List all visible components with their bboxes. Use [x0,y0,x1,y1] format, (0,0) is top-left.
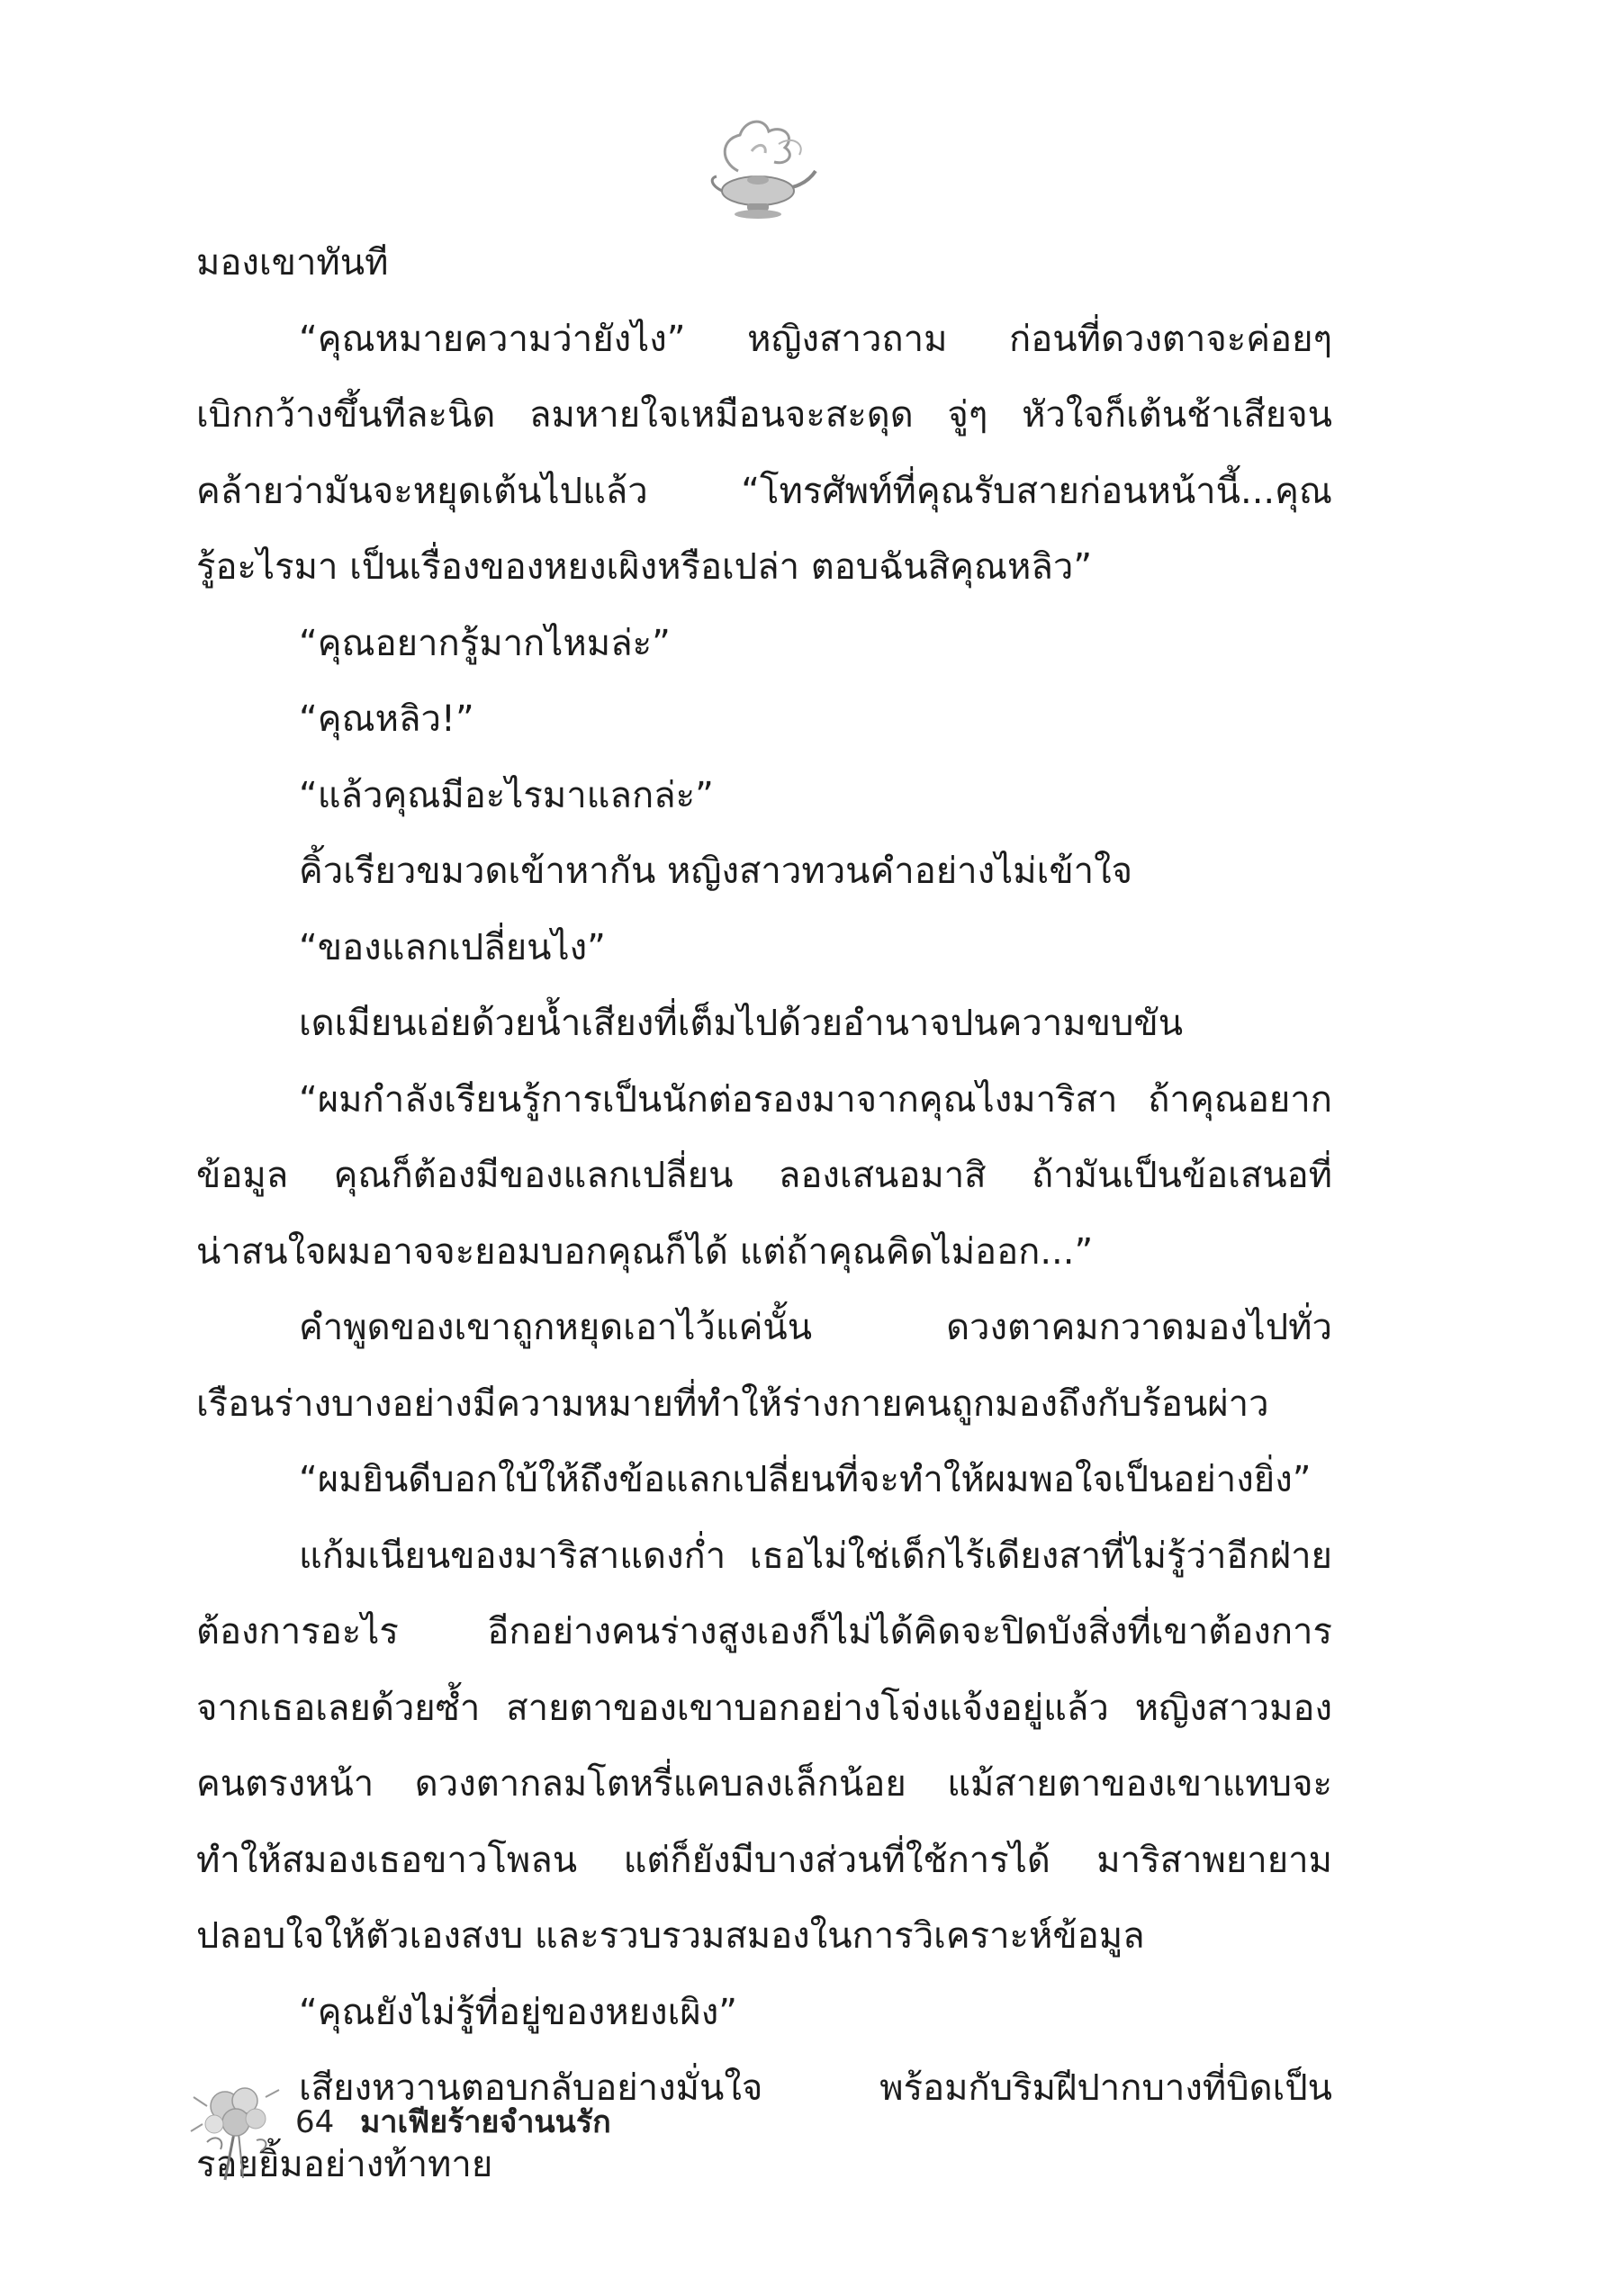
text-line: “แล้วคุณมีอะไรมาแลกล่ะ” [299,774,714,816]
text-line: แก้มเนียนของมาริสาแดงก่ำ เธอไม่ใช่เด็กไร้เดียงสาที่ไม่รู้ว่าอีกฝ่าย [299,1535,1332,1577]
text-line: มองเขาทันที [196,242,389,284]
page-footer [189,2070,729,2187]
text-line: จากเธอเลยด้วยซ้ำ สายตาของเขาบอกอย่างโจ่งแจ้งอยู่แล้ว หญิงสาวมอง [196,1687,1332,1729]
text-line: “ของแลกเปลี่ยนไง” [299,926,606,968]
text-line: ทำให้สมองเธอขาวโพลน แต่ก็ยังมีบางส่วนที่ใช้การได้ มาริสาพยายาม [196,1839,1332,1881]
text-line: “คุณหลิว!” [299,698,474,740]
body-text [196,225,1332,2202]
text-line: เดเมียนเอ่ยด้วยน้ำเสียงที่เต็มไปด้วยอำนาจปนความขบขัน [299,1003,1184,1044]
text-line: คล้ายว่ามันจะหยุดเต้นไปแล้ว “โทรศัพท์ที่คุณรับสายก่อนหน้านี้...คุณ [196,470,1332,512]
text-line: เสียงหวานตอบกลับอย่างมั่นใจ พร้อมกับริมฝีปากบางที่บิดเป็น [299,2067,1332,2109]
text-line: ปลอบใจให้ตัวเองสงบ และรวบรวมสมองในการวิเคราะห์ข้อมูล [196,1915,1145,1957]
text-line: ต้องการอะไร อีกอย่างคนร่างสูงเองก็ไม่ได้คิดจะปิดบังสิ่งที่เขาต้องการ [196,1611,1332,1652]
text-line: “ผมกำลังเรียนรู้การเป็นนักต่อรองมาจากคุณไงมาริสา ถ้าคุณอยาก [299,1078,1332,1121]
flower-bouquet-icon [189,2070,284,2183]
text-line: คนตรงหน้า ดวงตากลมโตหรี่แคบลงเล็กน้อย แม้สายตาของเขาแทบจะ [196,1763,1332,1805]
text-line: เรือนร่างบางอย่างมีความหมายที่ทำให้ร่างกายคนถูกมองถึงกับร้อนผ่าว [196,1382,1269,1425]
page-number: 64 [295,2104,335,2140]
text-line: รู้อะไรมา เป็นเรื่องของหยงเผิงหรือเปล่า ตอบฉันสิคุณหลิว” [196,546,1093,588]
text-line: คิ้วเรียวขมวดเข้าหากัน หญิงสาวทวนคำอย่างไม่เข้าใจ [299,851,1133,892]
magic-lamp-icon [702,108,819,225]
text-line: ข้อมูล คุณก็ต้องมีของแลกเปลี่ยน ลองเสนอมาสิ ถ้ามันเป็นข้อเสนอที่ [196,1155,1332,1196]
book-title: มาเฟียร้ายจำนนรัก [360,2104,611,2140]
text-line: “คุณอยากรู้มากไหมล่ะ” [299,622,671,664]
text-line: “ผมยินดีบอกใบ้ให้ถึงข้อแลกเปลี่ยนที่จะทำให้ผมพอใจเป็นอย่างยิ่ง” [299,1459,1312,1500]
text-line: “คุณหมายความว่ายังไง” หญิงสาวถาม ก่อนที่ดวงตาจะค่อยๆ [299,318,1332,360]
text-line: คำพูดของเขาถูกหยุดเอาไว้แค่นั้น ดวงตาคมกวาดมองไปทั่ว [299,1307,1332,1348]
text-line: เบิกกว้างขึ้นทีละนิด ลมหายใจเหมือนจะสะดุด จู่ๆ หัวใจก็เต้นช้าเสียจน [196,394,1332,436]
text-line: “คุณยังไม่รู้ที่อยู่ของหยงเผิง” [299,1991,737,2033]
text-line: น่าสนใจผมอาจจะยอมบอกคุณก็ได้ แต่ถ้าคุณคิดไม่ออก...” [196,1230,1094,1273]
text-line: รอยยิ้มอย่างท้าทาย [196,2143,493,2185]
